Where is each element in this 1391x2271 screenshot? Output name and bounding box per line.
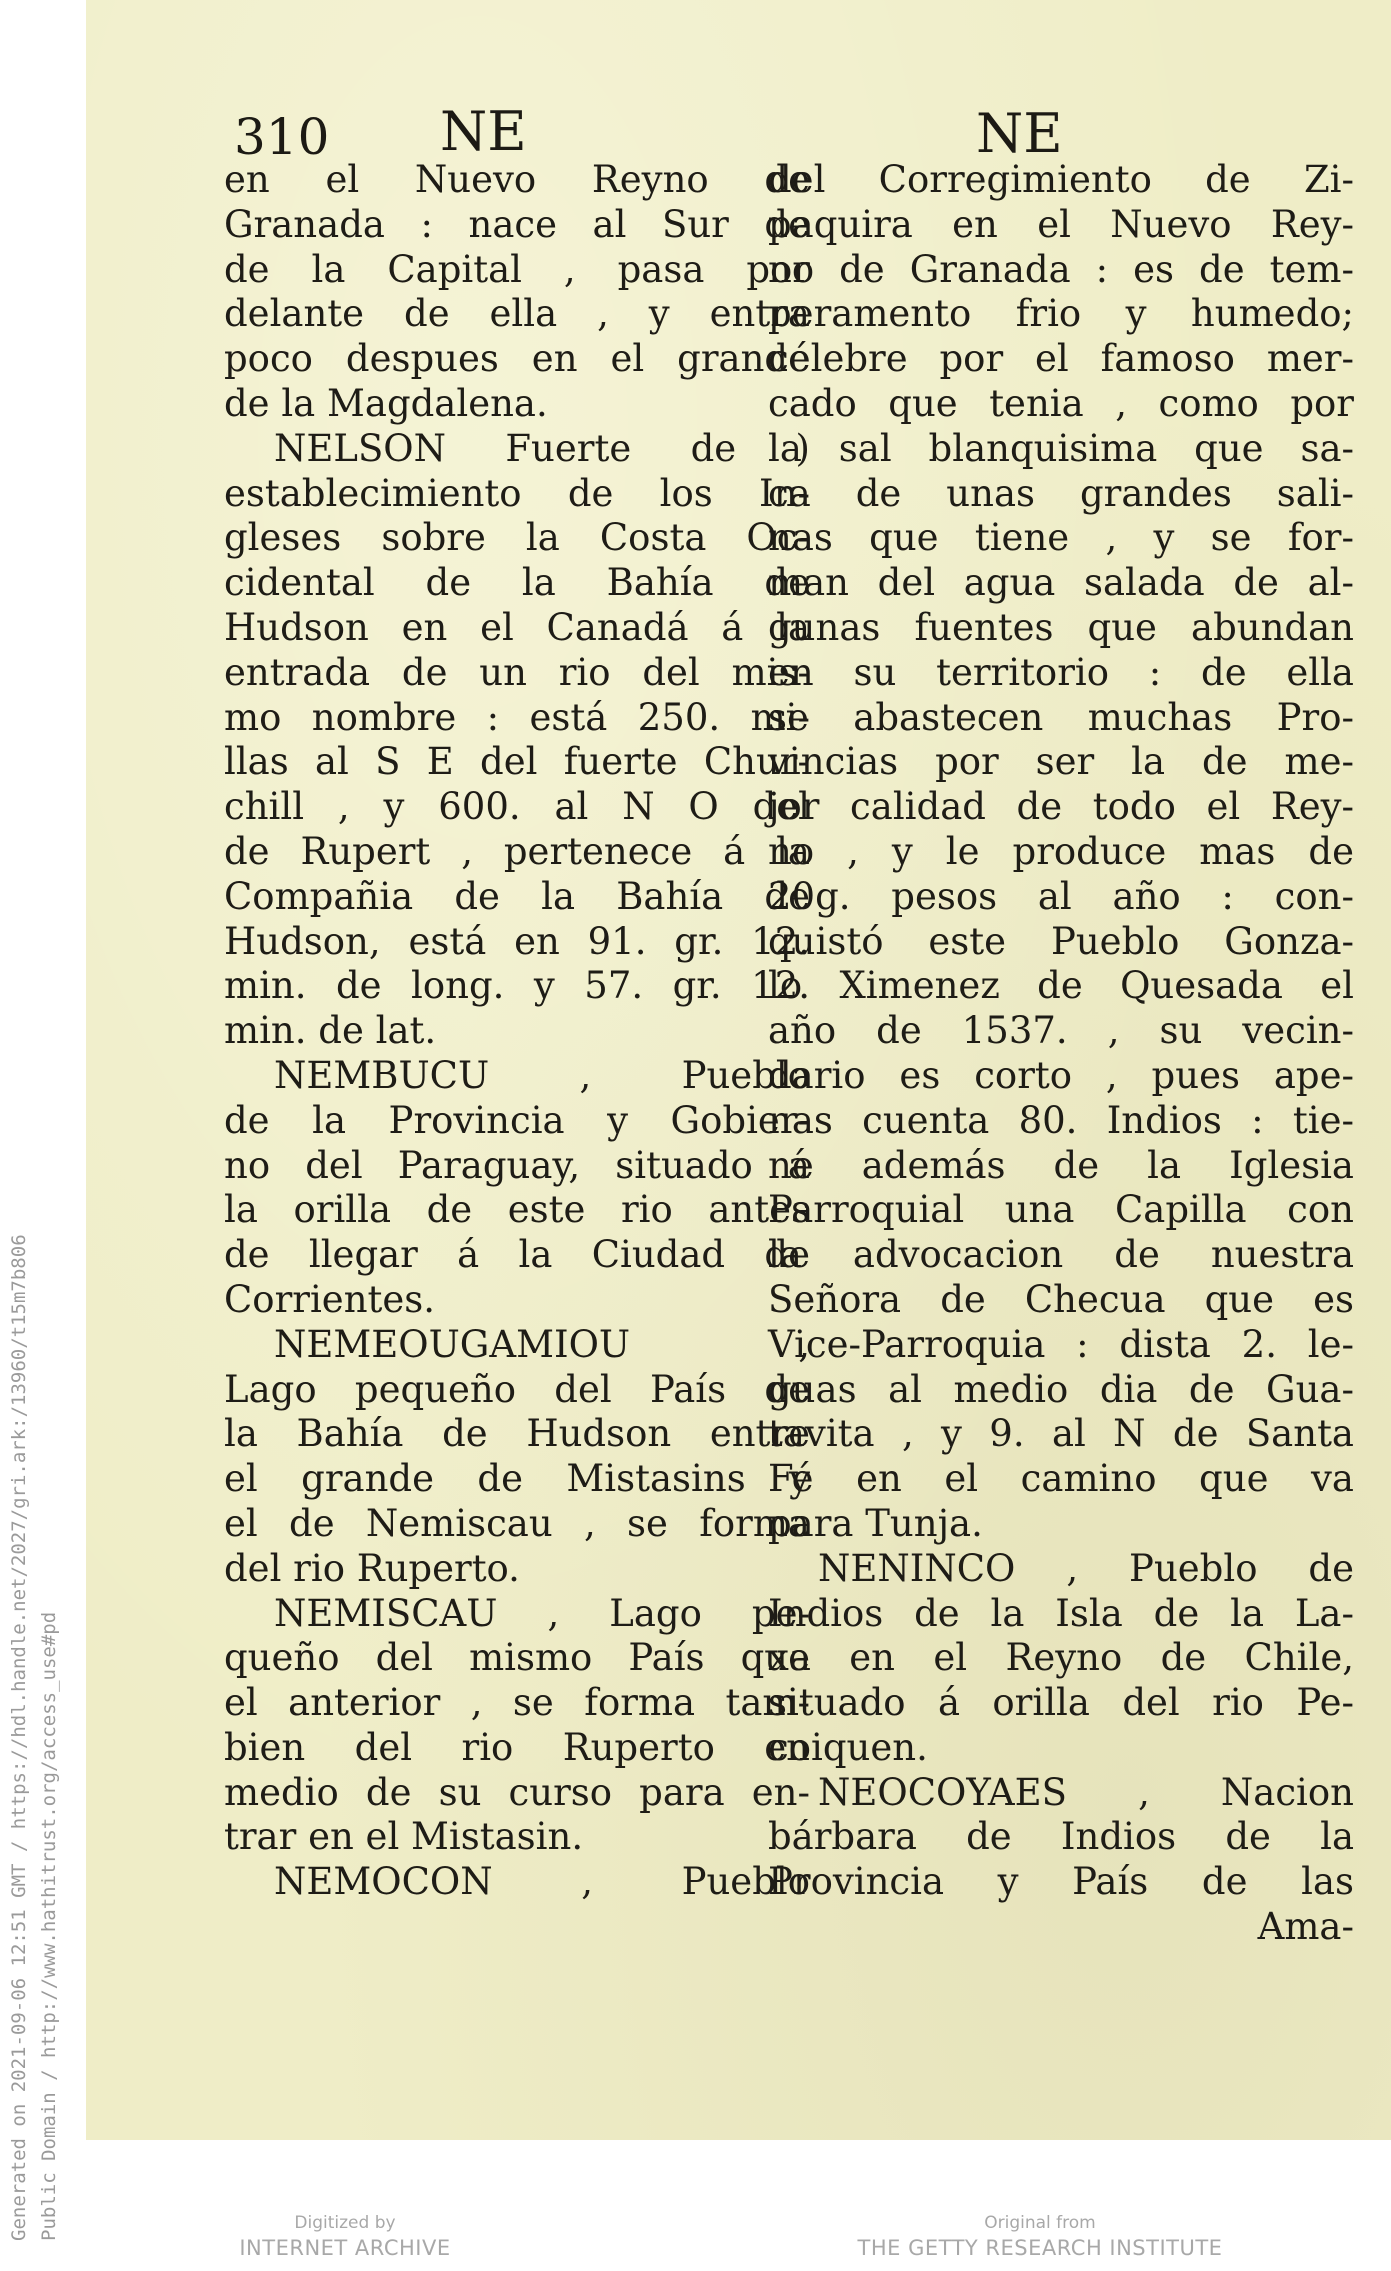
text-line: ne además de la Iglesia [768, 1143, 1354, 1187]
text-line: paquira en el Nuevo Rey- [768, 202, 1354, 246]
text-line: del rio Ruperto. [224, 1546, 520, 1590]
generated-notice: Generated on 2021-09-06 12:51 GMT / https://hdl.handle.net/2027/gri.ark:/13960/t15m7b806 [8, 1234, 30, 2241]
text-line: Lago pequeño del País de [224, 1367, 810, 1411]
text-line: no de Granada : es de tem- [768, 247, 1354, 291]
text-line: la advocacion de nuestra [768, 1233, 1354, 1277]
text-line: ca de unas grandes sali- [768, 471, 1354, 515]
text-line: llas al S E del fuerte Chur- [224, 740, 810, 784]
text-line: situado á orilla del rio Pe- [768, 1681, 1354, 1725]
text-line: mo nombre : está 250. mi- [224, 695, 810, 739]
text-line: la orilla de este rio antes [224, 1188, 810, 1232]
text-line: para Tunja. [768, 1501, 983, 1545]
text-line: de la Magdalena. [224, 381, 548, 425]
text-line: poco despues en el grande [224, 337, 810, 381]
text-line: NEMOCON , Pueblo [274, 1860, 810, 1904]
digitized-by-label: Digitized by [294, 2213, 396, 2233]
text-line: delante de ella , y entra [224, 292, 810, 336]
getty-institute-label: THE GETTY RESEARCH INSTITUTE [857, 2236, 1223, 2260]
hathitrust-sidebar-stamp [4, 1091, 74, 2241]
text-line: en el Nuevo Reyno de [224, 158, 810, 201]
text-line: del Corregimiento de Zi- [768, 158, 1354, 201]
text-line: peramento frio y humedo; [768, 292, 1354, 336]
text-line: coiquen. [768, 1725, 928, 1769]
text-line: 20g. pesos al año : con- [768, 874, 1354, 918]
text-line: en su territorio : de ella [768, 650, 1354, 694]
text-line: NENINCO , Pueblo de [818, 1546, 1354, 1590]
text-line: cidental de la Bahía de [224, 561, 810, 605]
page-number: 310 [234, 108, 330, 166]
original-from-label: Original from [984, 2213, 1096, 2233]
text-line: NEMEOUGAMIOU , [274, 1322, 810, 1366]
text-line: Indios de la Isla de la La- [768, 1591, 1354, 1635]
text-line: chill , y 600. al N O del [224, 785, 810, 829]
text-line: bien del rio Ruperto en [224, 1725, 810, 1769]
text-line: nas cuenta 80. Indios : tie- [768, 1098, 1354, 1142]
text-line: Parroquial una Capilla con [768, 1188, 1354, 1232]
text-line: xa en el Reyno de Chile, [768, 1636, 1354, 1680]
text-line: la sal blanquisima que sa- [768, 426, 1354, 470]
text-line: año de 1537. , su vecin- [768, 1009, 1354, 1053]
text-line: trar en el Mistasin. [224, 1815, 584, 1859]
text-line: min. de lat. [224, 1009, 437, 1053]
text-line: NEMISCAU , Lago pe- [274, 1591, 810, 1635]
text-line: guas al medio dia de Gua- [768, 1367, 1354, 1411]
text-line: de Rupert , pertenece á la [224, 829, 810, 873]
text-line: bárbara de Indios de la [768, 1815, 1354, 1859]
original-from-credit [850, 2212, 1230, 2262]
text-line: cado que tenia , como por [768, 381, 1354, 425]
text-line: célebre por el famoso mer- [768, 337, 1354, 381]
text-line: establecimiento de los In- [224, 471, 810, 515]
text-line: no , y le produce mas de [768, 829, 1354, 873]
text-line: gleses sobre la Costa Oc- [224, 516, 810, 560]
text-line: de llegar á la Ciudad de [224, 1233, 810, 1277]
left-text-column [224, 158, 810, 1905]
text-line: jor calidad de todo el Rey- [768, 785, 1354, 829]
right-text-column [768, 158, 1354, 1950]
running-head-left: NE [440, 100, 527, 163]
text-line: el de Nemiscau , se forma [224, 1501, 810, 1545]
text-line: Corrientes. [224, 1277, 436, 1321]
text-line: el anterior , se forma tam- [224, 1681, 810, 1725]
text-line: gunas fuentes que abundan [768, 605, 1354, 649]
text-line: min. de long. y 57. gr. 12. [224, 964, 810, 1008]
internet-archive-label: INTERNET ARCHIVE [239, 2236, 451, 2260]
text-line: lo Ximenez de Quesada el [768, 964, 1354, 1008]
text-line: Compañia de la Bahía de [224, 874, 810, 918]
text-line: man del agua salada de al- [768, 561, 1354, 605]
text-line: NELSON Fuerte de ) [274, 426, 810, 470]
text-line: Provincia y País de las [768, 1860, 1354, 1904]
text-line: dario es corto , pues ape- [768, 1053, 1354, 1097]
scanned-page [86, 0, 1391, 2140]
text-line: de la Capital , pasa por [224, 247, 810, 291]
text-line: Ama- [1257, 1905, 1354, 1949]
text-line: Granada : nace al Sur de [224, 202, 810, 246]
public-domain-notice: Public Domain / http://www.hathitrust.org/access_use#pd [38, 1611, 60, 2241]
text-line: queño del mismo País que [224, 1636, 810, 1680]
text-line: NEMBUCU , Pueblo [274, 1053, 810, 1097]
text-line: Fé en el camino que va [768, 1457, 1354, 1501]
text-line: Hudson, está en 91. gr. 12. [224, 919, 810, 963]
text-line: nas que tiene , y se for- [768, 516, 1354, 560]
running-head-right: NE [976, 102, 1063, 165]
digitized-by-credit [230, 2212, 460, 2262]
text-line: quistó este Pueblo Gonza- [768, 919, 1354, 963]
text-line: se abastecen muchas Pro- [768, 695, 1354, 739]
text-line: Hudson en el Canadá á la [224, 605, 810, 649]
text-line: tavita , y 9. al N de Santa [768, 1412, 1354, 1456]
text-line: no del Paraguay, situado á [224, 1143, 810, 1187]
text-line: de la Provincia y Gobier- [224, 1098, 810, 1142]
text-line: NEOCOYAES , Nacion [818, 1770, 1354, 1814]
text-line: Vice-Parroquia : dista 2. le- [768, 1322, 1354, 1366]
text-line: el grande de Mistasins y [224, 1457, 810, 1501]
text-line: vincias por ser la de me- [768, 740, 1354, 784]
text-line: la Bahía de Hudson entre [224, 1412, 810, 1456]
text-line: Señora de Checua que es [768, 1277, 1354, 1321]
text-line: medio de su curso para en- [224, 1770, 810, 1814]
text-line: entrada de un rio del mis- [224, 650, 810, 694]
